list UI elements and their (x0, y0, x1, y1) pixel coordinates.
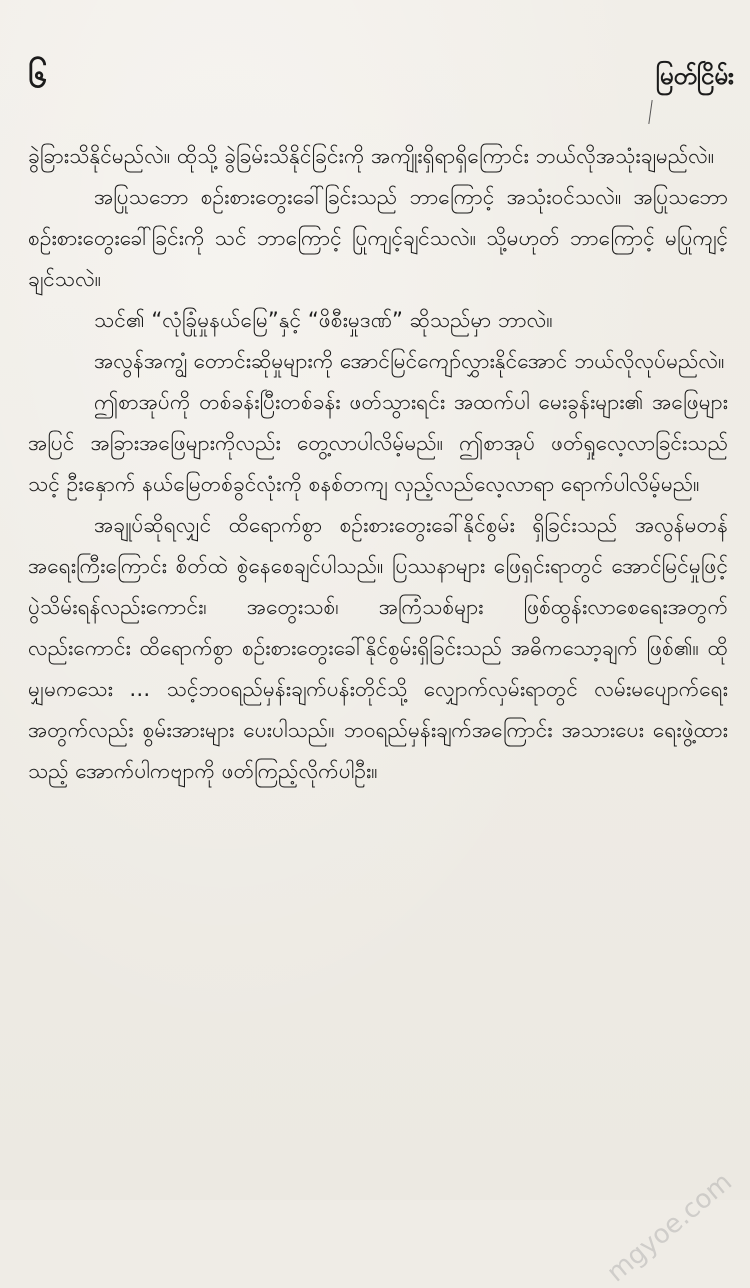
paragraph-6: အချုပ်ဆိုရလျှင် ထိရောက်စွာ စဉ်းစားတွေးခေါ်နိုင်စွမ်း ရှိခြင်းသည် အလွန်မတန် အရေးကြီးကြောင်း စိတ်ထဲ စွဲနေစေချင်ပါသည်။ ပြဿနာများ ဖြေရှင်းရာတွင် အောင်မြင်မှုဖြင့် ပွဲသိမ်းရန်လည်းကောင်း၊ အတွေးသစ်၊ အကြံသစ်များ ဖြစ်ထွန်းလာစေရေးအတွက်လည်းကောင်း ထိရောက်စွာ စဉ်းစားတွေးခေါ်နိုင်စွမ်းရှိခြင်းသည် အဓိကသော့ချက် ဖြစ်၏။ ထိုမျှမကသေး … သင့်ဘဝရည်မှန်းချက်ပန်းတိုင်သို့ လျှောက်လှမ်းရာတွင် လမ်းမပျောက်ရေးအတွက်လည်း စွမ်းအားများ ပေးပါသည်။ ဘဝရည်မှန်းချက်အကြောင်း အသားပေး ရေးဖွဲ့ထားသည့် အောက်ပါကဗျာကို ဖတ်ကြည့်လိုက်ပါဦး။ (28, 513, 728, 783)
body-text (28, 136, 728, 1156)
watermark: mgyoe.com (601, 1167, 738, 1288)
paragraph-1: ခွဲခြားသိနိုင်မည်လဲ။ ထိုသို့ ခွဲခြမ်းသိနိုင်ခြင်းကို အကျိုးရှိရာရှိကြောင်း ဘယ်လိုအသုံးချမည်လဲ။ (28, 144, 715, 168)
paragraph-5: ဤစာအုပ်ကို တစ်ခန်းပြီးတစ်ခန်း ဖတ်သွားရင်း အထက်ပါ မေးခွန်းများ၏ အဖြေများအပြင် အခြားအဖြေများကိုလည်း တွေ့လာပါလိမ့်မည်။ ဤစာအုပ် ဖတ်ရှုလေ့လာခြင်းသည် သင့် ဦးနှောက် နယ်မြေတစ်ခွင်လုံးကို စနစ်တကျ လှည့်လည်လေ့လာရာ ရောက်ပါလိမ့်မည်။ (28, 390, 728, 496)
page-number: ၆ (28, 56, 48, 96)
paragraph-2: အပြုသဘော စဉ်းစားတွေးခေါ်ခြင်းသည် ဘာကြောင့် အသုံးဝင်သလဲ။ အပြုသဘော စဉ်းစားတွေးခေါ်ခြင်းကို သင် ဘာကြောင့် ပြုကျင့်ချင်သလဲ။ သို့မဟုတ် ဘာကြောင့် မပြုကျင့်ချင်သလဲ။ (28, 185, 728, 291)
paragraph-4: အလွန်အကျွံ တောင်းဆိုမှုများကို အောင်မြင်ကျော်လွှားနိုင်အောင် ဘယ်လိုလုပ်မည်လဲ။ (94, 349, 725, 373)
header-tick-mark (648, 100, 652, 124)
paragraph-3: သင်၏ “လုံခြုံမှုနယ်မြေ”နှင့် “ဖိစီးမှုဒဏ်” ဆိုသည်မှာ ဘာလဲ။ (94, 308, 553, 332)
running-head-title: မြတ်ငြိမ်း (655, 62, 734, 90)
